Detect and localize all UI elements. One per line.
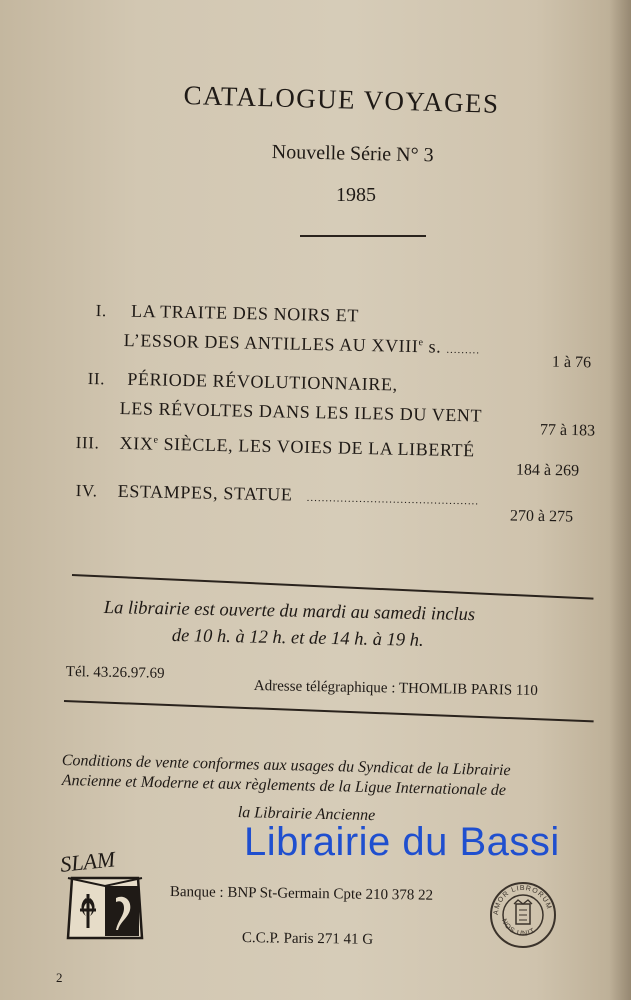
stamp-text-top: AMOR LIBRORUM bbox=[492, 884, 553, 916]
toc-leader-dots: .............................................. bbox=[306, 491, 480, 508]
page-number: 2 bbox=[56, 970, 63, 985]
slam-emblem-icon bbox=[58, 846, 152, 946]
circular-stamp-icon bbox=[488, 880, 558, 950]
slam-logo-text: SLAM bbox=[58, 846, 117, 877]
toc-item-text: LA TRAITE DES NOIRS ET bbox=[130, 300, 360, 326]
opening-hours-line-1: La librairie est ouverte du mardi au samedi inclus bbox=[103, 598, 476, 626]
toc-item-2-line-1 bbox=[88, 368, 398, 395]
toc-leader-dots: ......... bbox=[446, 343, 481, 357]
conditions-line-3: la Librairie Ancienne bbox=[237, 804, 376, 825]
catalogue-year: 1985 bbox=[336, 184, 376, 206]
toc-item-text: PÉRIODE RÉVOLUTIONNAIRE, bbox=[127, 368, 398, 395]
toc-item-4-pages: 270 à 275 bbox=[509, 507, 574, 526]
toc-item-1-pages: 1 à 76 bbox=[551, 353, 592, 372]
toc-item-suffix: SIÈCLE, LES VOIES DE LA LIBERTÉ bbox=[158, 433, 475, 461]
toc-item-3-line-1 bbox=[76, 432, 475, 461]
toc-item-1-line-1 bbox=[96, 300, 360, 327]
section-divider-top bbox=[72, 574, 594, 600]
toc-item-suffix: s. bbox=[423, 336, 442, 357]
svg-text:NOS UNIT bbox=[500, 918, 537, 938]
phone-number: Tél. 43.26.97.69 bbox=[65, 664, 165, 682]
toc-item-text: L’ESSOR DES ANTILLES AU XVIII bbox=[123, 330, 419, 357]
telegraph-address: Adresse télégraphique : THOMLIB PARIS 110 bbox=[253, 678, 538, 699]
stamp-text-bottom: NOS UNIT bbox=[499, 917, 537, 938]
toc-item-3-pages: 184 à 269 bbox=[515, 461, 580, 480]
toc-item-text: LES RÉVOLTES DANS LES ILES DU VENT bbox=[119, 398, 483, 426]
bank-account: Banque : BNP St-Germain Cpte 210 378 22 bbox=[169, 884, 434, 904]
toc-item-2-pages: 77 à 183 bbox=[539, 421, 596, 440]
toc-item-1-line-2 bbox=[124, 330, 481, 358]
conditions-line-1: Conditions de vente conformes aux usages du Syndicat de la Librairie bbox=[61, 752, 511, 780]
toc-item-text: ESTAMPES, STATUE bbox=[117, 480, 293, 505]
conditions-line-2: Ancienne et Moderne et aux règlements de la Ligue Internationale de bbox=[61, 772, 507, 800]
toc-numeral: I. bbox=[95, 300, 108, 321]
catalogue-title: CATALOGUE VOYAGES bbox=[183, 80, 500, 119]
circular-stamp bbox=[488, 880, 558, 950]
catalogue-subtitle: Nouvelle Série N° 3 bbox=[271, 141, 434, 167]
section-divider-bottom bbox=[64, 700, 594, 722]
toc-item-2-line-2 bbox=[120, 398, 483, 427]
toc-item-4-line-1 bbox=[76, 480, 480, 509]
bookseller-watermark: Librairie du Bassi bbox=[244, 820, 560, 864]
slam-logo bbox=[58, 846, 152, 946]
toc-item-text: XIX bbox=[119, 432, 154, 454]
toc-numeral: II. bbox=[87, 368, 106, 389]
postal-account: C.C.P. Paris 271 41 G bbox=[241, 930, 374, 948]
opening-hours-line-2: de 10 h. à 12 h. et de 14 h. à 19 h. bbox=[171, 626, 424, 651]
toc-superscript: e bbox=[153, 434, 159, 446]
toc-numeral: IV. bbox=[75, 480, 98, 501]
toc-superscript: e bbox=[418, 337, 424, 349]
toc-numeral: III. bbox=[75, 432, 100, 453]
